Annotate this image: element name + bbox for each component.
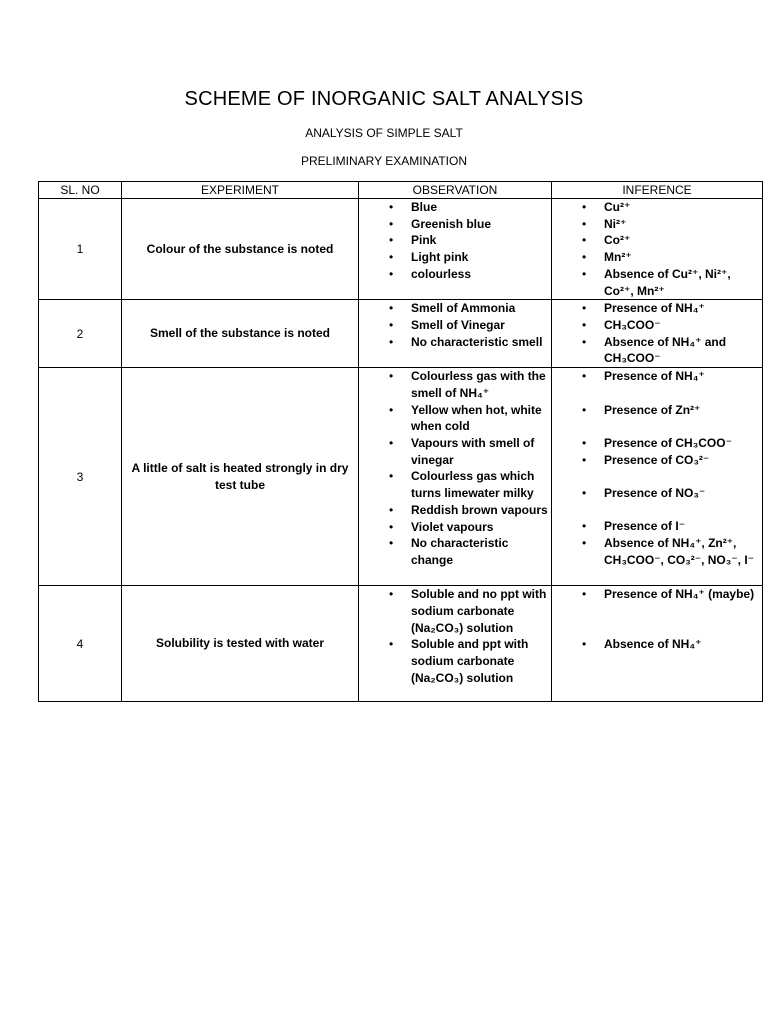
- inference-item: • Absence of NH₄⁺: [552, 636, 760, 653]
- table-header-row: [39, 182, 763, 199]
- header-observation: OBSERVATION: [359, 182, 552, 199]
- inference-item: • Presence of Zn²⁺: [552, 402, 760, 419]
- inference-item: • Cu²⁺: [552, 199, 760, 216]
- table-row: [39, 586, 763, 702]
- inference-item: • Presence of CO₃²⁻: [552, 452, 760, 469]
- observation-item: • colourless: [359, 266, 549, 283]
- inference-item: • Presence of NH₄⁺: [552, 368, 760, 385]
- inference-item: • Presence of CH₃COO⁻: [552, 435, 760, 452]
- document-title: SCHEME OF INORGANIC SALT ANALYSIS: [184, 88, 584, 110]
- observation-item: • Smell of Vinegar: [359, 317, 549, 334]
- table-row: [39, 199, 763, 300]
- table-row: [39, 368, 763, 586]
- inference-cell: [552, 199, 763, 300]
- row-number: 2: [39, 300, 122, 368]
- row-number: 3: [39, 368, 122, 586]
- observation-cell: [359, 300, 552, 368]
- document-subtitle: ANALYSIS OF SIMPLE SALT: [305, 126, 463, 140]
- observation-item: • Blue: [359, 199, 549, 216]
- header-experiment: EXPERIMENT: [122, 182, 359, 199]
- observation-item: • Yellow when hot, white when cold: [359, 402, 549, 435]
- observation-item: • No characteristic smell: [359, 334, 549, 351]
- inference-item: • Presence of I⁻: [552, 518, 760, 535]
- inference-item: • Absence of Cu²⁺, Ni²⁺, Co²⁺, Mn²⁺: [552, 266, 760, 299]
- row-number: 1: [39, 199, 122, 300]
- inference-item: • Presence of NO₃⁻: [552, 485, 760, 502]
- section-heading: PRELIMINARY EXAMINATION: [300, 154, 468, 168]
- inference-cell: [552, 368, 763, 586]
- inference-item: • Ni²⁺: [552, 216, 760, 233]
- observation-item: • Smell of Ammonia: [359, 300, 549, 317]
- inference-item: • Mn²⁺: [552, 249, 760, 266]
- observation-item: • Violet vapours: [359, 519, 549, 536]
- observation-item: • Vapours with smell of vinegar: [359, 435, 549, 468]
- observation-item: • Colourless gas with the smell of NH₄⁺: [359, 368, 549, 401]
- inference-item: • CH₃COO⁻: [552, 317, 760, 334]
- observation-item: • Pink: [359, 232, 549, 249]
- observation-item: • Soluble and no ppt with sodium carbonate (Na₂CO₃) solution: [359, 586, 549, 636]
- observation-item: • Soluble and ppt with sodium carbonate (Na₂CO₃) solution: [359, 636, 549, 686]
- row-number: 4: [39, 586, 122, 702]
- inference-item: • Presence of NH₄⁺ (maybe): [552, 586, 760, 603]
- table-row: [39, 300, 763, 368]
- inference-item: • Co²⁺: [552, 232, 760, 249]
- experiment-cell: Smell of the substance is noted: [122, 300, 359, 368]
- observation-item: • Light pink: [359, 249, 549, 266]
- header-sl-no: SL. NO: [39, 182, 122, 199]
- analysis-table: [38, 181, 763, 702]
- inference-cell: [552, 300, 763, 368]
- experiment-cell: A little of salt is heated strongly in dry test tube: [122, 368, 359, 586]
- experiment-cell: Solubility is tested with water: [122, 586, 359, 702]
- inference-cell: [552, 586, 763, 702]
- observation-item: • Greenish blue: [359, 216, 549, 233]
- inference-item: • Presence of NH₄⁺: [552, 300, 760, 317]
- observation-cell: [359, 199, 552, 300]
- observation-item: • Reddish brown vapours: [359, 502, 549, 519]
- header-inference: INFERENCE: [552, 182, 763, 199]
- observation-cell: [359, 368, 552, 586]
- inference-item: • Absence of NH₄⁺, Zn²⁺, CH₃COO⁻, CO₃²⁻, NO₃⁻, I⁻: [552, 535, 760, 568]
- observation-cell: [359, 586, 552, 702]
- inference-item: • Absence of NH₄⁺ and CH₃COO⁻: [552, 334, 760, 367]
- experiment-cell: Colour of the substance is noted: [122, 199, 359, 300]
- observation-item: • Colourless gas which turns limewater milky: [359, 468, 549, 501]
- observation-item: • No characteristic change: [359, 535, 549, 568]
